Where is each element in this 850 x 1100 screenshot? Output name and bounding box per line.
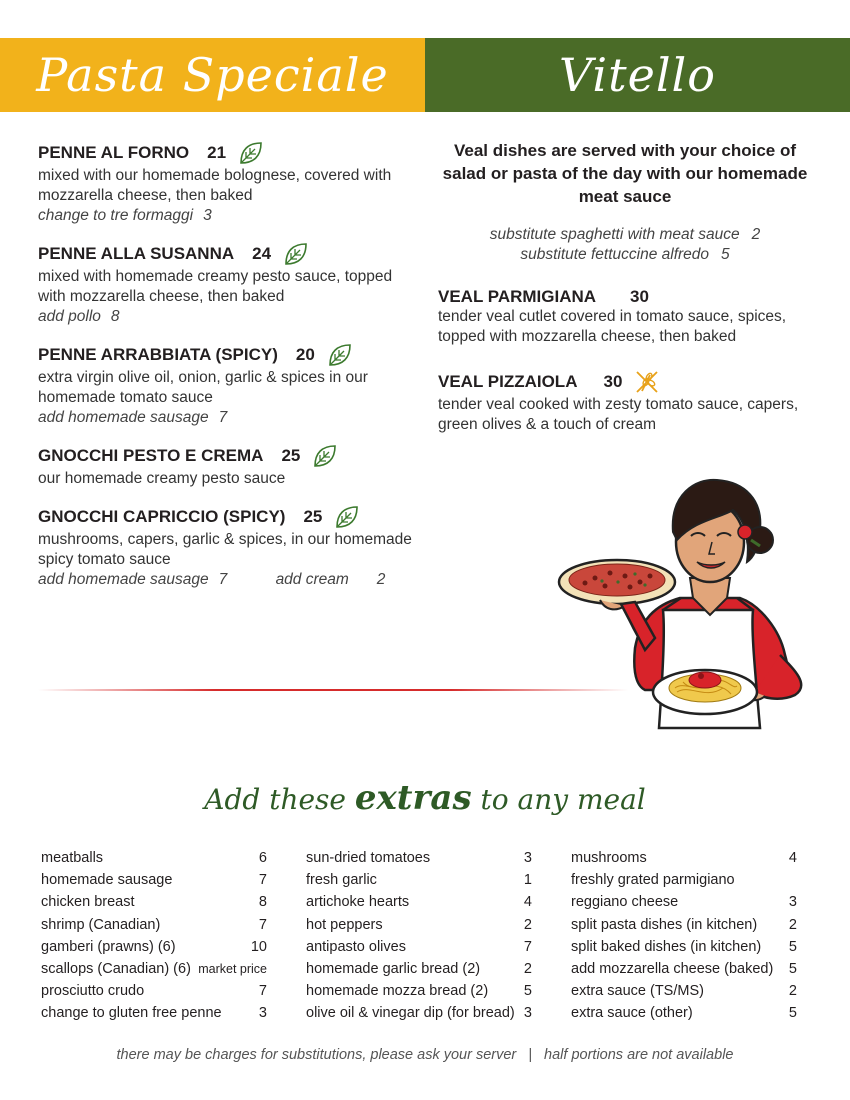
extra-row [306,958,532,980]
extra-row [571,891,797,913]
extra-row [571,847,797,869]
extra-row [306,847,532,869]
menu-item [438,369,828,435]
pasta-speciale-title: Pasta Speciale [36,48,389,102]
extra-price: 7 [258,872,267,889]
red-divider-line [38,689,628,691]
extra-price: 2 [788,983,797,1000]
item-option [38,408,418,428]
menu-item [38,241,418,327]
option-price: 7 [218,409,228,426]
extra-row [306,869,532,891]
footer-note [0,1047,850,1063]
option-price: 2 [376,571,386,588]
item-name: GNOCCHI CAPRICCIO (SPICY) [38,507,286,526]
option-label: add cream [275,571,349,588]
extra-price: market price [198,962,267,977]
item-price: 20 [295,345,315,364]
veal-note: Veal dishes are served with your choice of salad or pasta of the day with our homemade meat sauce [442,141,808,206]
extra-label: extra sauce (TS/MS) [571,983,704,1000]
item-description: extra virgin olive oil, onion, garlic & spices in our homemade tomato sauce [38,369,368,406]
sub-label: substitute spaghetti with meat sauce [489,226,740,243]
extra-price: 8 [258,894,267,911]
extra-price: 2 [788,916,797,933]
vitello-header [425,38,850,112]
item-price: 21 [207,143,227,162]
menu-item [38,140,418,226]
extra-price: 3 [523,850,532,866]
menu-item [38,443,418,489]
menu-item [38,342,418,428]
extra-label: split pasta dishes (in kitchen) [571,916,758,933]
extra-price: 3 [788,894,797,911]
option-price: 3 [203,207,212,224]
option-label: change to tre formaggi [38,207,194,224]
extra-row [306,980,532,1002]
sub-price: 2 [751,226,761,243]
extra-label: artichoke hearts [306,894,410,911]
footer-right: half portions are not available [544,1047,734,1063]
item-description: our homemade creamy pesto sauce [38,470,286,487]
extra-row [41,1002,267,1024]
extra-label: fresh garlic [306,872,377,889]
extra-label: add mozzarella cheese (baked) [571,961,774,978]
leaf-icon [334,504,360,530]
extra-label: hot peppers [306,916,383,933]
extra-label: antipasto olives [306,938,406,955]
leaf-icon [327,342,353,368]
extras-title-big: extras [354,778,472,818]
veal-substitute [438,225,812,245]
item-name: VEAL PIZZAIOLA [438,372,578,391]
extra-price: 2 [523,916,532,933]
extra-label: homemade garlic bread (2) [306,961,481,978]
extra-row [41,891,267,913]
option-label: add homemade sausage [38,571,209,588]
extra-label: meatballs [41,850,104,866]
extra-label: reggiano cheese [571,894,679,911]
extra-price: 4 [788,850,797,866]
extra-price: 2 [523,961,532,978]
extra-row [306,1002,532,1024]
extra-price: 3 [523,1005,532,1022]
option-price: 7 [218,571,228,588]
extra-price: 7 [258,983,267,1000]
item-name: GNOCCHI PESTO E CREMA [38,446,264,465]
extra-label: homemade mozza bread (2) [306,983,489,1000]
extra-label: freshly grated parmigiano [571,872,735,889]
extra-row [306,891,532,913]
veal-substitute [438,245,812,265]
extras-column [571,847,797,1025]
item-price: 25 [303,507,323,526]
extras-column [41,847,267,1025]
extra-price: 3 [258,1005,267,1022]
extra-price: 5 [788,938,797,955]
footer-left: there may be charges for substitutions, please ask your server [116,1047,517,1063]
extra-label: split baked dishes (in kitchen) [571,938,762,955]
item-name: PENNE AL FORNO [38,143,190,162]
extra-label: prosciutto crudo [41,983,145,1000]
extra-label: olive oil & vinegar dip (for bread) [306,1005,515,1022]
extra-row [571,914,797,936]
extra-row [571,980,797,1002]
item-description: tender veal cutlet covered in tomato sauce, spices, topped with mozzarella cheese, then baked [438,308,787,345]
extras-title [0,778,850,818]
leaf-icon [238,140,264,166]
item-name: PENNE ALLA SUSANNA [38,244,235,263]
item-option [38,206,418,226]
extra-row [571,869,797,891]
extra-row [41,869,267,891]
item-price: 25 [281,446,301,465]
extra-label: scallops (Canadian) (6) [41,961,191,978]
sub-label: substitute fettuccine alfredo [520,246,710,263]
extras-title-post: to any meal [480,783,646,816]
item-price: 30 [603,372,623,391]
sub-price: 5 [721,246,730,263]
extra-row [306,914,532,936]
item-price: 24 [252,244,272,263]
item-price: 30 [630,287,649,306]
extra-price: 5 [788,961,797,978]
item-name: VEAL PARMIGIANA [438,287,597,306]
extra-row [41,958,267,980]
extra-label: extra sauce (other) [571,1005,693,1022]
extras-column [306,847,532,1025]
extra-row [571,1002,797,1024]
extra-row [41,847,267,869]
extra-row [41,936,267,958]
extra-row [571,936,797,958]
footer-separator: | [528,1047,533,1063]
extra-price: 5 [788,1005,797,1022]
item-description: tender veal cooked with zesty tomato sauce, capers, green olives & a touch of cream [438,396,799,433]
pasta-speciale-header [0,38,425,112]
option-label: add pollo [38,308,101,325]
item-option [38,570,418,590]
extra-price: 4 [523,894,532,911]
item-description: mixed with homemade creamy pesto sauce, topped with mozzarella cheese, then baked [38,268,393,305]
gluten-free-icon [634,369,660,395]
extras-title-pre: Add these [204,783,346,816]
extra-row [571,958,797,980]
extra-price: 7 [258,916,267,933]
extra-label: sun-dried tomatoes [306,850,431,866]
menu-item [38,504,418,590]
item-name: PENNE ARRABBIATA (SPICY) [38,345,278,364]
menu-item [438,287,828,347]
extra-label: chicken breast [41,894,135,911]
extra-price: 1 [523,872,532,889]
extra-label: homemade sausage [41,872,173,889]
extra-row [41,914,267,936]
chef-woman-illustration [555,470,825,735]
extra-price: 10 [250,938,267,955]
extra-label: gamberi (prawns) (6) [41,938,176,955]
extra-row [306,936,532,958]
item-option [38,307,418,327]
extra-price: 7 [523,938,532,955]
leaf-icon [312,443,338,469]
extra-label: change to gluten free penne [41,1005,222,1022]
extra-row [41,980,267,1002]
extra-price: 5 [523,983,532,1000]
option-label: add homemade sausage [38,409,209,426]
item-description: mushrooms, capers, garlic & spices, in our homemade spicy tomato sauce [38,531,412,568]
extra-label: shrimp (Canadian) [41,916,161,933]
item-description: mixed with our homemade bolognese, covered with mozzarella cheese, then baked [38,167,392,204]
leaf-icon [283,241,309,267]
vitello-title: Vitello [559,48,716,102]
option-price: 8 [110,308,120,325]
extra-price: 6 [258,850,267,866]
extra-label: mushrooms [571,850,647,866]
